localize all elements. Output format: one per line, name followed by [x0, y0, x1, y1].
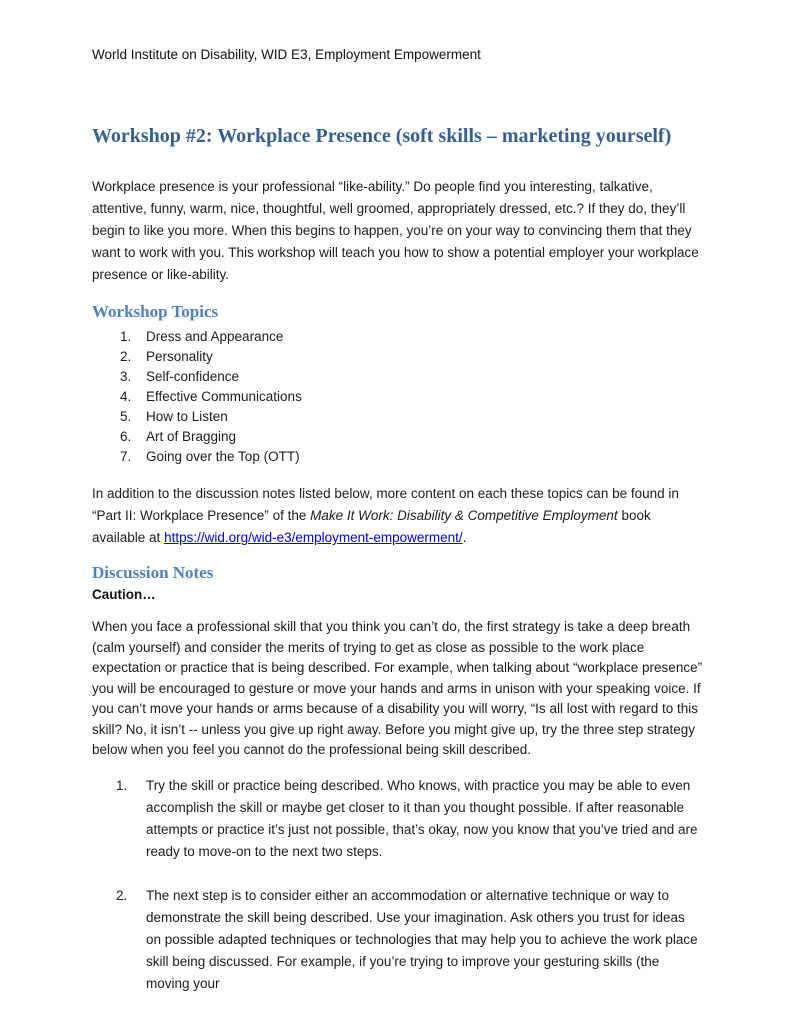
list-item-number: 3.	[120, 369, 132, 384]
list-item	[92, 327, 703, 347]
list-item-label: Art of Bragging	[146, 429, 237, 444]
list-item-label: Dress and Appearance	[146, 329, 284, 344]
list-item-label: Self-confidence	[146, 369, 240, 384]
list-item	[92, 367, 703, 387]
list-item-label: Personality	[146, 349, 213, 364]
more-content-text-before: In addition to the discussion notes listed below, more content on each these topics can be found in “Part II: Workplace Presence” of the	[92, 486, 679, 523]
list-item-label: How to Listen	[146, 409, 228, 424]
caution-paragraph: When you face a professional skill that you think you can’t do, the first strategy is take a deep breath (calm yourself) and consider the merits of trying to get as close as possible to the work place expectation or practice that is being described. For example, when talking about “workplace presence” you will be encouraged to gesture or move your hands and arms in unison with your speaking voice. If you can’t move your hands or arms because of a disability you will worry, “Is all lost with regard to this skill? No, it isn’t -- unless you give up right away. Before you might give up, try the three step strategy below when you feel you cannot do the professional being skill described.	[92, 619, 703, 757]
list-item-number: 7.	[120, 449, 132, 464]
page-title: Workshop #2: Workplace Presence (soft skills – marketing yourself)	[92, 125, 672, 147]
step-item	[92, 885, 703, 995]
intro-paragraph: Workplace presence is your professional “like-ability.” Do people find you interesting, talkative, attentive, funny, warm, nice, thoughtful, well groomed, appropriately dressed, etc.? If they do, they’ll begin to like you more. When this begins to happen, you’re on your way to convincing them that they want to work with you. This workshop will teach you how to show a potential employer your workplace presence or like-ability.	[92, 179, 699, 282]
step-text: The next step is to consider either an accommodation or alternative technique or way to demonstrate the skill being described. Use your imagination. Ask others you trust for ideas on possible adapted techniques or technologies that may help you to achieve the work place skill being discussed. For example, if you’re trying to improve your gesturing skills (the moving your	[146, 887, 698, 991]
step-number: 1.	[116, 777, 128, 793]
list-item	[92, 407, 703, 427]
list-item	[92, 387, 703, 407]
more-content-paragraph	[92, 483, 703, 549]
link-trailing-period: .	[462, 530, 467, 545]
list-item-label: Effective Communications	[146, 389, 302, 404]
step-text: Try the skill or practice being described. Who knows, with practice you may be able to even accomplish the skill or maybe get closer to it than you thought possible. If after reasonable attempts or practice it’s just not possible, that’s okay, now you know that you’ve tried and are ready to move-on to the next two steps.	[146, 777, 698, 859]
workshop-topics-heading: Workshop Topics	[92, 302, 219, 321]
list-item-number: 6.	[120, 429, 132, 444]
more-content-text-after: book available at	[92, 508, 651, 545]
discussion-notes-heading: Discussion Notes	[92, 563, 214, 582]
caution-label: Caution…	[92, 587, 156, 602]
list-item-number: 4.	[120, 389, 132, 404]
list-item-label: Going over the Top (OTT)	[146, 449, 300, 464]
workshop-topics-list	[92, 327, 703, 467]
document-header-text: World Institute on Disability, WID E3, Employment Empowerment	[92, 47, 481, 62]
list-item	[92, 447, 703, 467]
employment-empowerment-link[interactable]: https://wid.org/wid-e3/employment-empowerment/	[164, 530, 463, 545]
step-item	[92, 775, 703, 863]
list-item-number: 2.	[120, 349, 132, 364]
strategy-steps-list	[92, 775, 703, 995]
list-item	[92, 347, 703, 367]
list-item-number: 5.	[120, 409, 132, 424]
list-item-number: 1.	[120, 329, 132, 344]
step-number: 2.	[116, 887, 128, 903]
book-title-italic: Make It Work: Disability & Competitive Employment	[310, 508, 618, 523]
list-item	[92, 427, 703, 447]
